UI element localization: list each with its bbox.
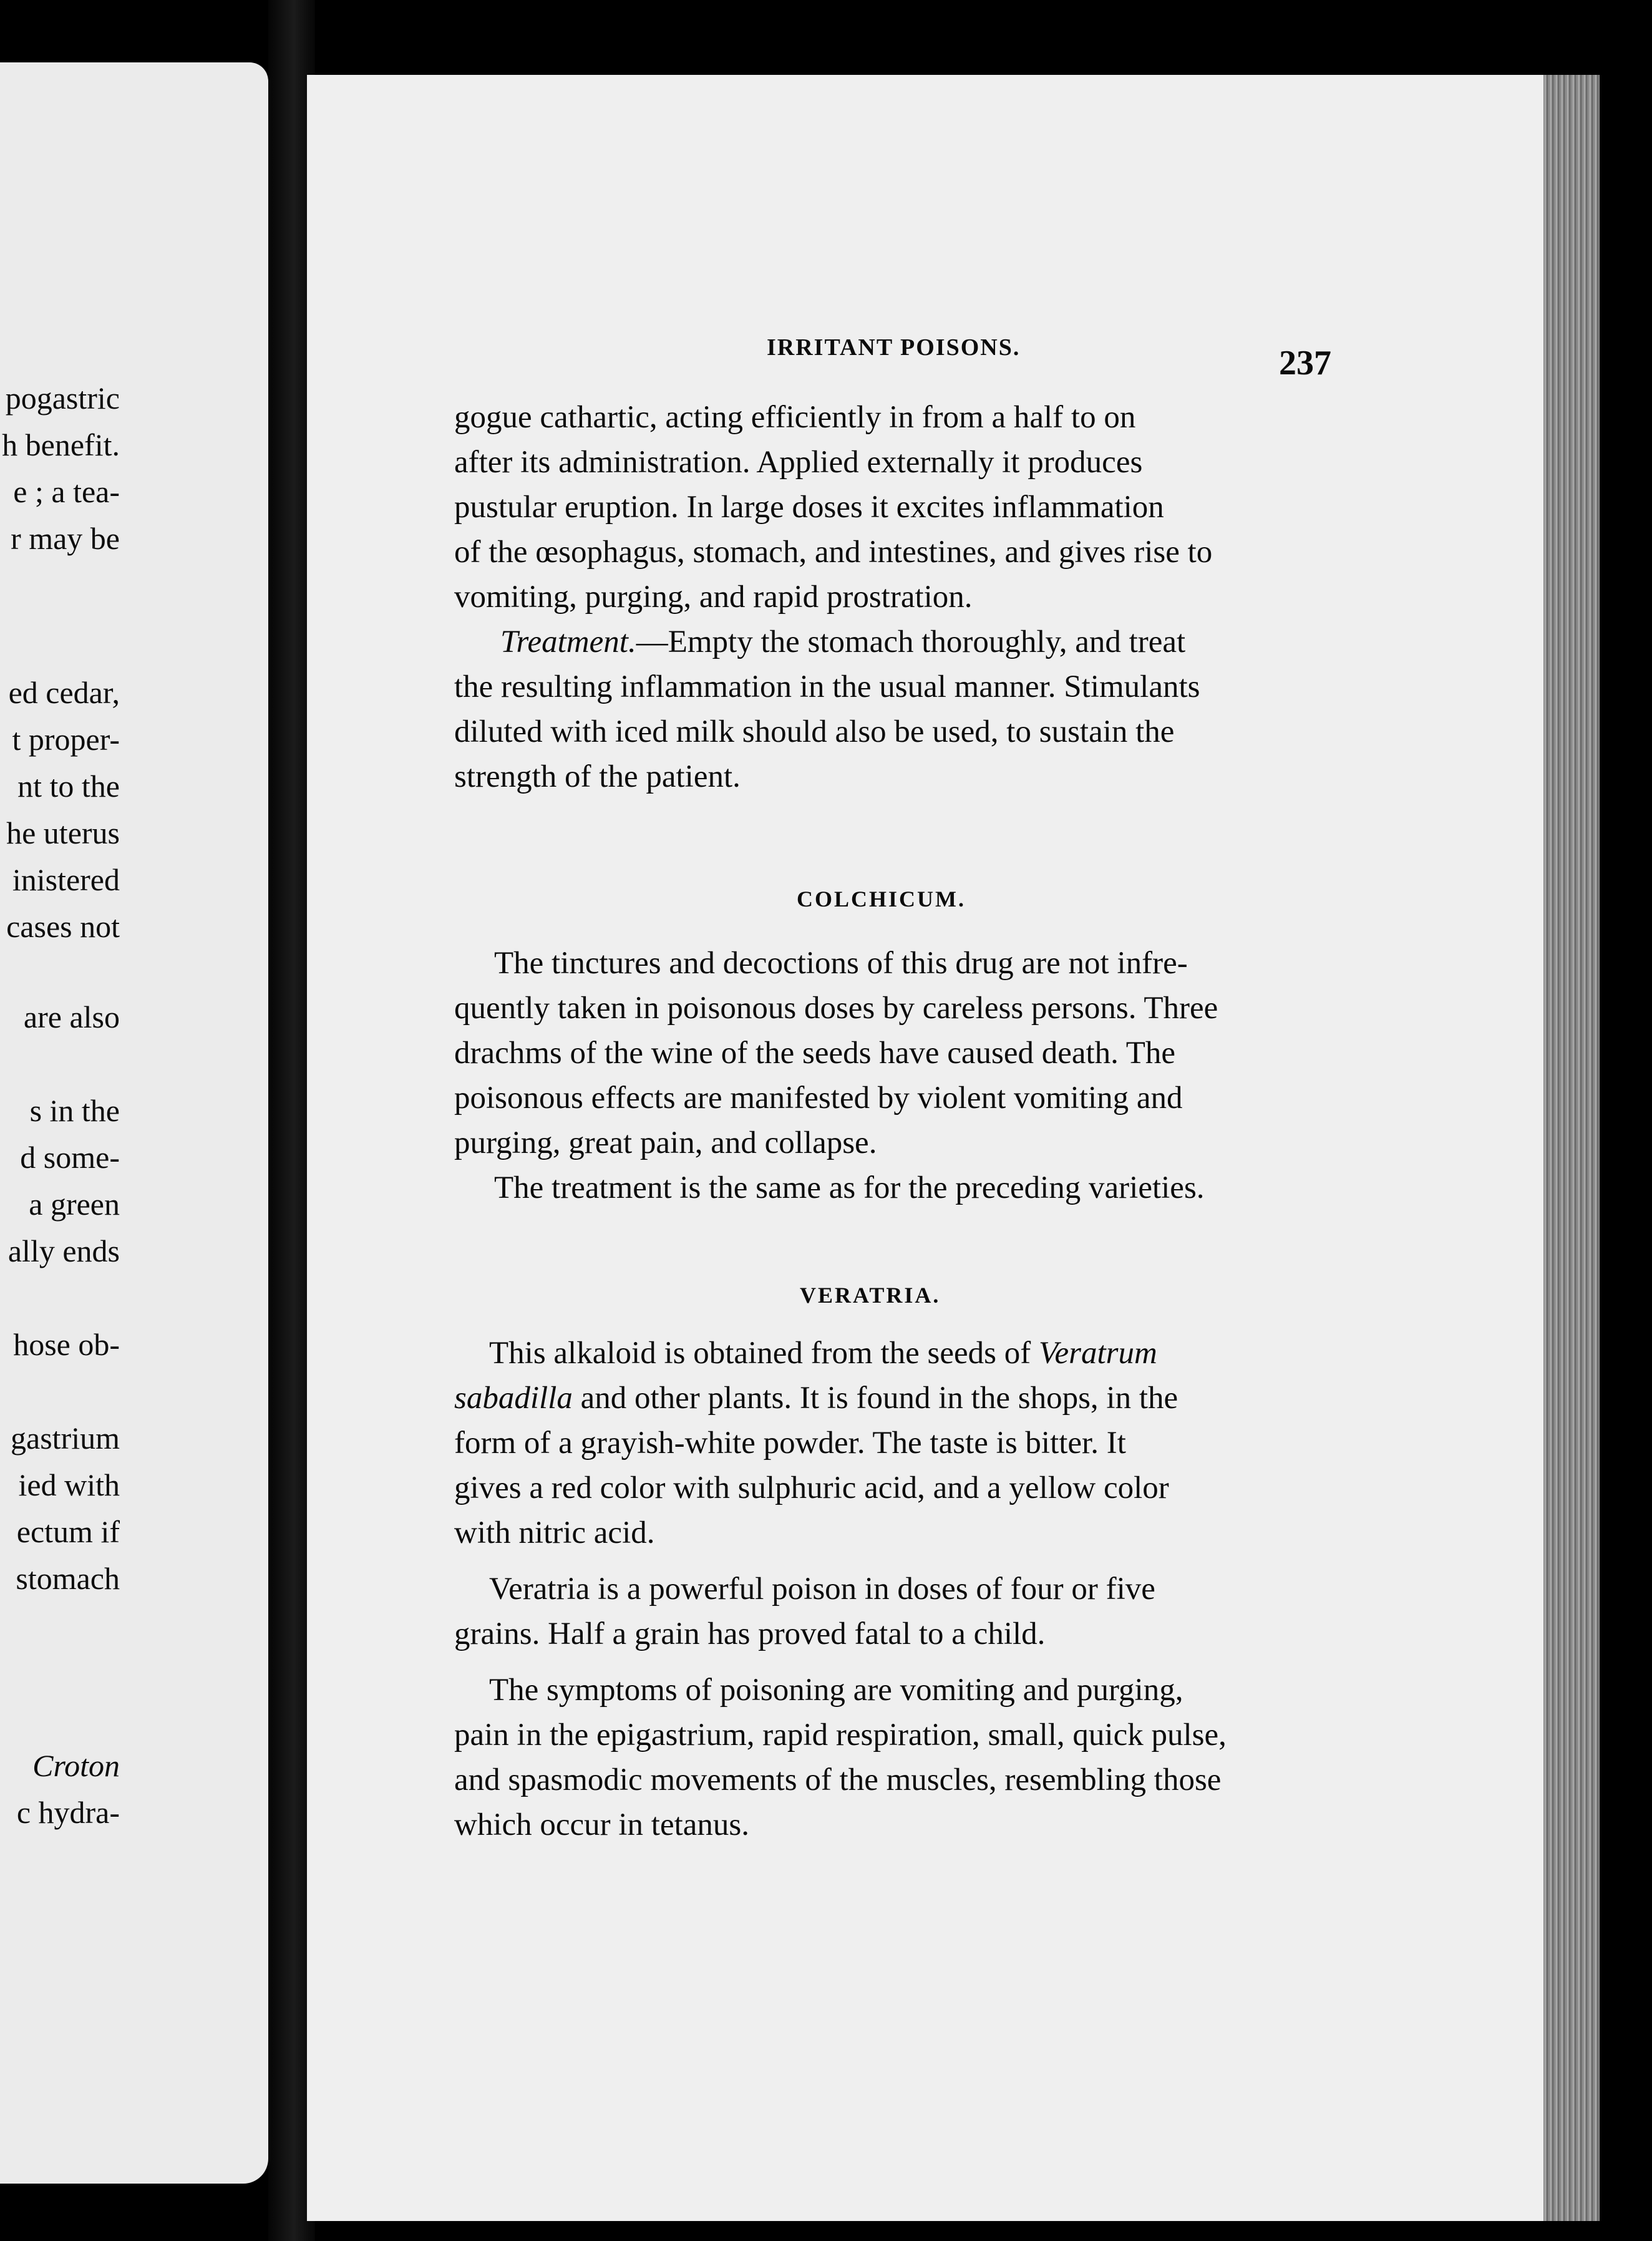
body-line: which occur in tetanus. [454,1807,750,1842]
left-page-line: a green [29,1187,120,1222]
left-page-line: are also [23,999,120,1034]
left-page-line: ectum if [16,1514,120,1549]
body-line: The treatment is the same as for the preceding varieties. [494,1170,1205,1205]
left-page-line: hose ob- [13,1327,120,1362]
body-line: vomiting, purging, and rapid prostration. [454,580,973,615]
treatment-first-text: —Empty the stomach thoroughly, and treat [636,625,1186,659]
left-page-line: c hydra- [16,1795,120,1830]
left-page-line: ed cedar, [8,675,120,710]
left-page-line: ally ends [7,1233,120,1268]
scan-border [1600,0,1652,2241]
body-line: strength of the patient. [454,759,741,794]
veratria-first-text: This alkaloid is obtained from the seeds of [489,1336,1039,1371]
left-page-line: h benefit. [2,427,120,462]
body-line: after its administration. Applied externally it produces [454,445,1143,480]
page-number: 237 [1279,344,1331,382]
left-page-line: t proper- [12,722,120,757]
body-line: Veratria is a powerful poison in doses of four or five [489,1572,1155,1607]
left-page-line: pogastric [5,381,120,416]
body-line: form of a grayish-white powder. The taste is bitter. It [454,1426,1126,1461]
veratria-second-line [454,1380,1178,1416]
treatment-label: Treatment. [500,625,636,659]
left-page-line: cases not [6,909,120,944]
body-line: of the œsophagus, stomach, and intestines, and gives rise to [454,535,1213,570]
veratria-first-line [489,1335,1157,1371]
left-page-line: e ; a tea- [13,474,120,509]
body-line: and spasmodic movements of the muscles, resembling those [454,1762,1222,1797]
left-page-line: gastrium [11,1421,120,1456]
left-facing-page [0,62,268,2184]
body-line: purging, great pain, and collapse. [454,1125,877,1160]
left-page-line: Croton [32,1748,120,1783]
body-line: the resulting inflammation in the usual manner. Stimulants [454,669,1200,704]
left-page-line: d some- [20,1140,120,1175]
page-edge-stack [1543,75,1600,2221]
body-line: grains. Half a grain has proved fatal to a child. [454,1616,1046,1651]
body-line: drachms of the wine of the seeds have caused death. The [454,1036,1176,1071]
section-heading-colchicum: COLCHICUM. [797,887,966,911]
body-line: gives a red color with sulphuric acid, and a yellow color [454,1471,1169,1505]
left-page-line: s in the [29,1093,120,1128]
body-line: gogue cathartic, acting efficiently in from a half to on [454,400,1136,435]
left-page-line: nt to the [17,769,120,804]
left-page-line: he uterus [6,815,120,850]
body-line: The tinctures and decoctions of this drug are not infre- [494,946,1188,981]
body-line: with nitric acid. [454,1515,655,1550]
body-line: diluted with iced milk should also be used, to sustain the [454,714,1175,749]
left-page-line: ied with [18,1467,120,1502]
body-line: pustular eruption. In large doses it excites inflammation [454,490,1164,525]
body-line: pain in the epigastrium, rapid respiration, small, quick pulse, [454,1718,1227,1752]
left-page-line: stomach [16,1561,120,1596]
running-head: IRRITANT POISONS. [767,334,1021,361]
right-page [307,75,1600,2221]
veratria-second-text: and other plants. It is found in the shops, in the [572,1381,1178,1416]
body-line: The symptoms of poisoning are vomiting and purging, [489,1673,1183,1708]
left-page-line: r may be [11,521,120,556]
body-line: quently taken in poisonous doses by careless persons. Three [454,991,1218,1026]
body-line: poisonous effects are manifested by violent vomiting and [454,1081,1183,1116]
veratria-genus: Veratrum [1038,1336,1157,1371]
section-heading-veratria: VERATRIA. [800,1283,941,1308]
treatment-first-line [500,624,1185,660]
left-page-line: inistered [12,862,120,897]
veratria-species: sabadilla [454,1381,573,1416]
